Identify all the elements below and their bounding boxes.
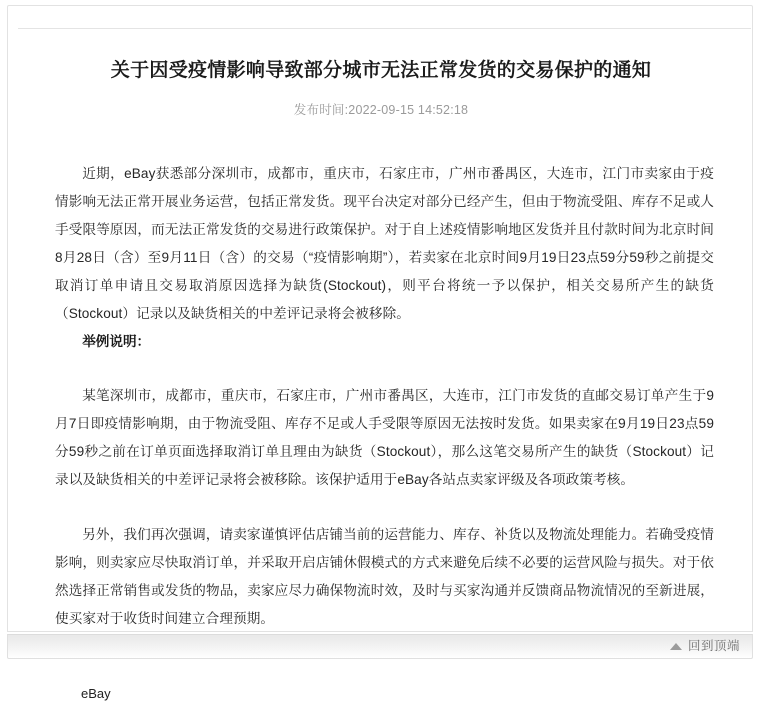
footer-bar xyxy=(7,634,753,659)
page-title: 关于因受疫情影响导致部分城市无法正常发货的交易保护的通知 xyxy=(110,60,652,81)
example-section-heading: 举例说明： xyxy=(82,334,151,349)
paragraph-policy-overview: 近期，eBay获悉部分深圳市，成都市，重庆市，石家庄市，广州市番禺区，大连市，江门市卖家由于疫情影响无法正常开展业务运营，包括正常发货。现平台决定对部分已经产生，但由于物流受阻、库存不足或人手受限等原因，而无法正常发货的交易进行政策保护。对于自上述疫情影响地区发货并且付款时间为北京时间8月28日（含）至9月11日（含）的交易（“疫情影响期”），若卖家在北京时间9月19日23点59分59秒之前提交取消订单申请且交易取消原因选择为缺货(Stockout)，则平台将统一予以保护，相关交易所产生的缺货（Stockout）记录以及缺货相关的中差评记录将会被移除。 xyxy=(55,166,714,321)
caret-up-icon xyxy=(670,643,682,650)
notice-article xyxy=(8,6,754,705)
notice-body xyxy=(8,118,754,705)
back-to-top-label: 回到顶端 xyxy=(687,639,740,653)
paragraph-example-detail: 某笔深圳市，成都市，重庆市，石家庄市，广州市番禺区，大连市，江门市发货的直邮交易订单产生于9月7日即疫情影响期，由于物流受阻、库存不足或人手受限等原因无法按时发货。如果卖家在9月19日23点59分59秒之前在订单页面选择取消订单且理由为缺货（Stockout），那么这笔交易所产生的缺货（Stockout）记录以及缺货相关的中差评记录将会被移除。该保护适用于eBay各站点卖家评级及各项政策考核。 xyxy=(55,388,714,487)
back-to-top-button[interactable] xyxy=(670,635,740,658)
publish-time: 发布时间:2022-09-15 14:52:18 xyxy=(293,103,469,117)
signature: eBay xyxy=(81,686,111,701)
paragraph-seller-reminder: 另外，我们再次强调，请卖家谨慎评估店铺当前的运营能力、库存、补货以及物流处理能力。若确受疫情影响，则卖家应尽快取消订单，并采取开启店铺休假模式的方式来避免后续不必要的运营风险与损失。对于依然选择正常销售或发货的物品，卖家应尽力确保物流时效，及时与买家沟通并反馈商品物流情况的至新进展，使买家对于收货时间建立合理预期。 xyxy=(55,527,714,626)
